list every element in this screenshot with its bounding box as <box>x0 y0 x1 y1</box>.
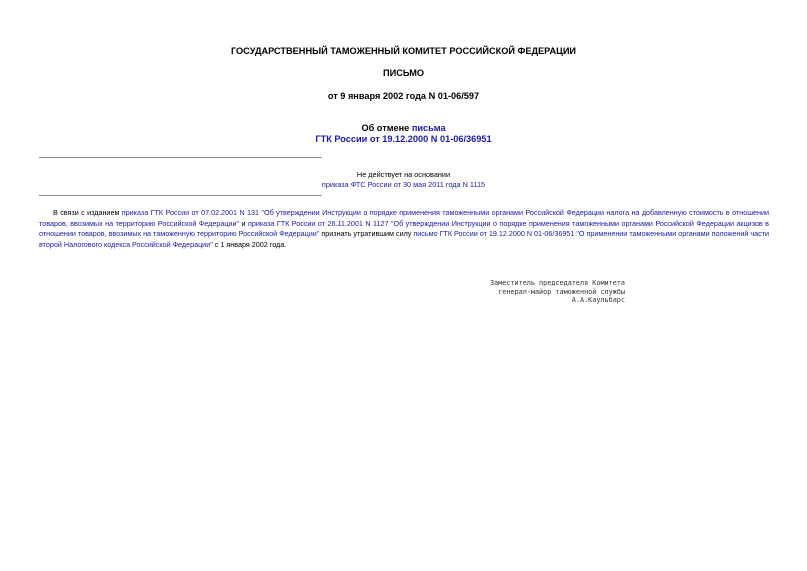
signature-rank: генерал-майор таможенной службы <box>498 287 625 296</box>
status-note-text: Не действует на основании <box>356 170 451 179</box>
body-link-letter-36951[interactable]: письмо ГТК России от 19.12.2000 N 01-06/36951 "О применении таможенными органами положений части второй Налогового кодекса Российской Федерации" <box>39 229 769 249</box>
body-text-4: с 1 января 2002 года. <box>212 239 287 249</box>
document-title-line2 <box>0 134 807 145</box>
agency-heading: ГОСУДАРСТВЕННЫЙ ТАМОЖЕННЫЙ КОМИТЕТ РОССИЙСКОЙ ФЕДЕРАЦИИ <box>230 46 577 56</box>
divider-top <box>39 157 322 158</box>
document-type: ПИСЬМО <box>382 68 425 78</box>
signature-block <box>420 279 625 305</box>
signature-name: А.А.Каульбарс <box>571 296 625 305</box>
status-note-link[interactable]: приказа ФТС России от 30 мая 2011 года N 1115 <box>321 180 486 189</box>
body-link-order-1127[interactable]: приказа ГТК России от 26.11.2001 N 1127 "Об утверждении Инструкции о порядке применения таможенными органами Российской Федерации акцизов в отношении товаров, ввозимых на таможенную территорию Российской Федерации" <box>39 218 770 238</box>
document-title-line1 <box>0 123 807 134</box>
signature-position: Заместитель председателя Комитета <box>489 279 625 287</box>
body-text-2: и <box>239 218 248 228</box>
title-link-letter[interactable]: письма <box>411 123 446 133</box>
body-text-1: В связи с изданием <box>53 208 122 217</box>
title-link-reference[interactable]: ГТК России от 19.12.2000 N 01-06/36951 <box>315 134 492 144</box>
body-text-3: признать утратившим силу <box>319 229 414 238</box>
title-prefix: Об отмене <box>361 123 412 133</box>
divider-bottom <box>39 195 322 196</box>
body-paragraph <box>39 208 769 250</box>
document-date-number: от 9 января 2002 года N 01-06/597 <box>327 91 480 101</box>
body-link-order-131[interactable]: приказа ГТК России от 07.02.2001 N 131 "Об утверждении Инструкции о порядке применения таможенными органами Российской Федерации налога на добавленную стоимость в отношении товаров, ввозимых на территорию Российской Федерации" <box>39 208 769 228</box>
status-note-line <box>0 180 807 189</box>
